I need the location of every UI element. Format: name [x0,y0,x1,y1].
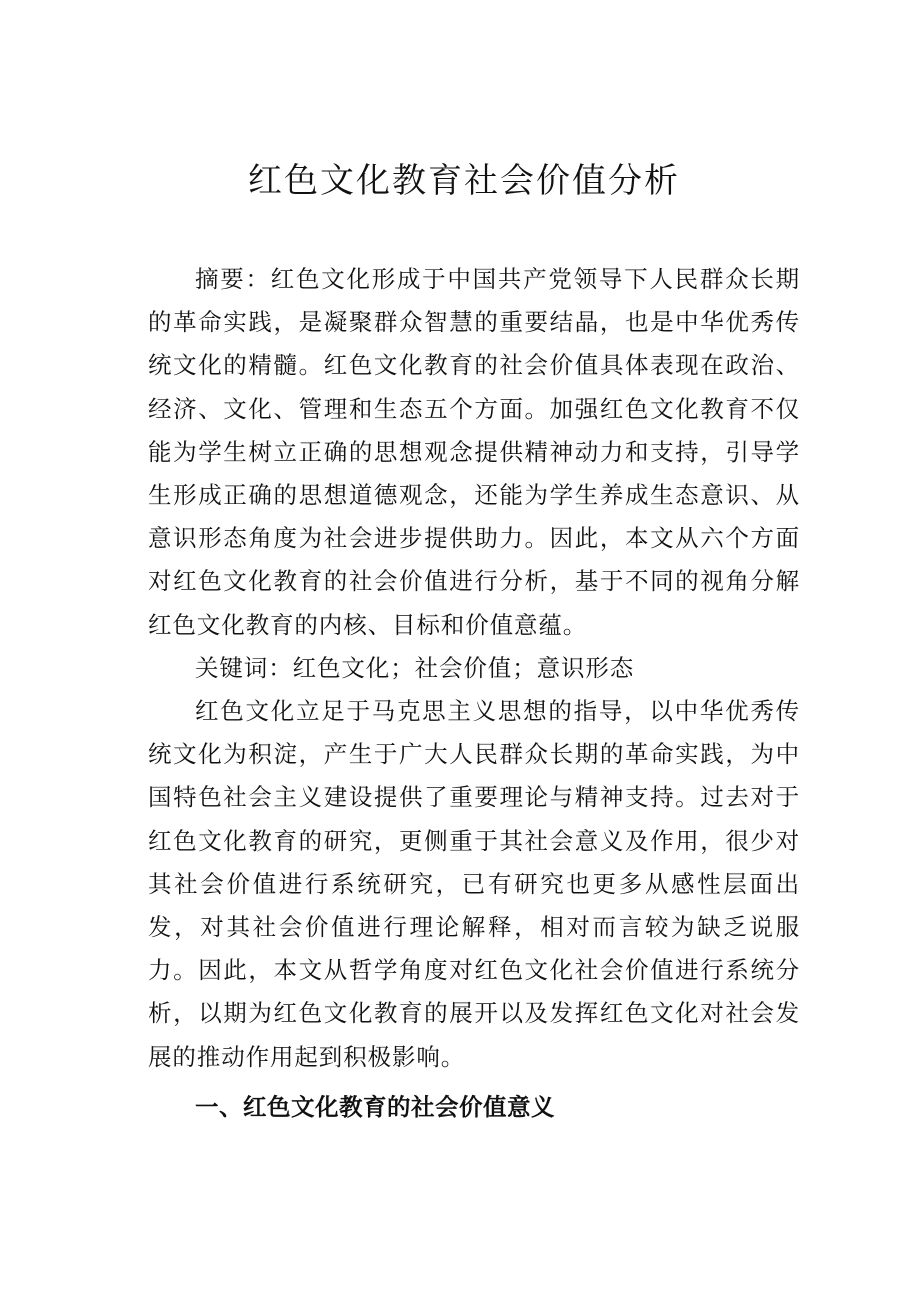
section-heading: 一、红色文化教育的社会价值意义 [195,1092,555,1121]
abstract-paragraph: 摘要：红色文化形成于中国共产党领导下人民群众长期的革命实践，是凝聚群众智慧的重要结晶，也是中华优秀传统文化的精髓。红色文化教育的社会价值具体表现在政治、经济、文化、管理和生态五个方面。加强红色文化教育不仅能为学生树立正确的思想观念提供精神动力和支持，引导学生形成正确的思想道德观念，还能为学生养成生态意识、从意识形态角度为社会进步提供助力。因此，本文从六个方面对红色文化教育的社会价值进行分析，基于不同的视角分解红色文化教育的内核、目标和价值意蕴。 [148,265,800,639]
keywords-line: 关键词：红色文化；社会价值；意识形态 [195,653,635,682]
document-title: 红色文化教育社会价值分析 [248,161,680,201]
intro-paragraph: 红色文化立足于马克思主义思想的指导，以中华优秀传统文化为积淀，产生于广大人民群众长期的革命实践，为中国特色社会主义建设提供了重要理论与精神支持。过去对于红色文化教育的研究，更侧重于其社会意义及作用，很少对其社会价值进行系统研究，已有研究也更多从感性层面出发，对其社会价值进行理论解释，相对而言较为缺乏说服力。因此，本文从哲学角度对红色文化社会价值进行系统分析，以期为红色文化教育的展开以及发挥红色文化对社会发展的推动作用起到积极影响。 [148,697,800,1071]
